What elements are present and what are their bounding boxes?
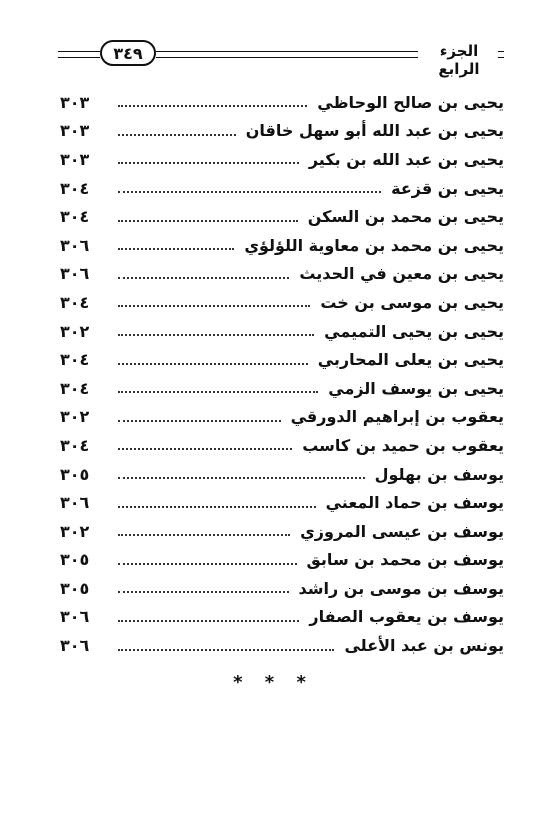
entry-name: يحيى بن يحيى التميمي xyxy=(324,321,504,341)
entry-page: ٣٠٦ xyxy=(60,607,90,627)
index-entry xyxy=(60,631,504,660)
page-header xyxy=(58,40,504,78)
dot-leader xyxy=(118,248,234,250)
entry-page: ٣٠٦ xyxy=(60,235,90,255)
entry-page: ٣٠٤ xyxy=(60,207,90,227)
index-entry xyxy=(60,374,504,403)
entry-name: يوسف بن يعقوب الصفار xyxy=(309,607,504,627)
index-entry xyxy=(60,488,504,517)
index-entry xyxy=(60,546,504,575)
entry-name: يونس بن عبد الأعلى xyxy=(344,636,504,656)
entry-name: يحيى بن موسى بن خت xyxy=(320,292,504,312)
dot-leader xyxy=(118,134,236,136)
entry-page: ٣٠٤ xyxy=(60,435,90,455)
entry-page: ٣٠٥ xyxy=(60,464,90,484)
index-entry xyxy=(60,403,504,432)
dot-leader xyxy=(118,277,289,279)
index-entry xyxy=(60,431,504,460)
index-entry xyxy=(60,174,504,203)
dot-leader xyxy=(118,305,310,307)
dot-leader xyxy=(118,191,381,193)
dot-leader xyxy=(118,363,308,365)
entry-page: ٣٠٣ xyxy=(60,121,90,141)
index-entry xyxy=(60,88,504,117)
entry-name: يحيى بن قزعة xyxy=(391,178,504,198)
entry-name: يحيى بن محمد بن معاوية اللؤلؤي xyxy=(244,235,504,255)
entry-page: ٣٠٢ xyxy=(60,407,90,427)
index-entry xyxy=(60,202,504,231)
index-entry xyxy=(60,460,504,489)
entry-name: يحيى بن عبد الله بن بكير xyxy=(308,149,504,169)
index-entry xyxy=(60,345,504,374)
entry-page: ٣٠٥ xyxy=(60,578,90,598)
entry-page: ٣٠٦ xyxy=(60,636,90,656)
index-entry xyxy=(60,145,504,174)
entry-page: ٣٠٢ xyxy=(60,321,90,341)
index-entry xyxy=(60,117,504,146)
entry-page: ٣٠٤ xyxy=(60,350,90,370)
index-entry xyxy=(60,603,504,632)
dot-leader xyxy=(118,105,307,107)
entry-name: يحيى بن معين في الحديث xyxy=(299,264,504,284)
entry-name: يحيى بن صالح الوحاظي xyxy=(317,92,504,112)
index-entry xyxy=(60,317,504,346)
entry-name: يوسف بن محمد بن سابق xyxy=(306,550,504,570)
dot-leader xyxy=(118,162,299,164)
header-rule-middle xyxy=(156,51,418,58)
entry-page: ٣٠٥ xyxy=(60,550,90,570)
entry-name: يحيى بن يوسف الزمي xyxy=(328,378,504,398)
index-list xyxy=(60,88,504,660)
dot-leader xyxy=(118,220,298,222)
index-entry xyxy=(60,574,504,603)
dot-leader xyxy=(118,563,297,565)
entry-page: ٣٠٤ xyxy=(60,378,90,398)
entry-name: يعقوب بن إبراهيم الدورقي xyxy=(290,407,504,427)
entry-name: يوسف بن عيسى المروزي xyxy=(300,521,504,541)
entry-name: يوسف بن بهلول xyxy=(374,464,504,484)
entry-name: يحيى بن محمد بن السكن xyxy=(307,207,504,227)
entry-name: يوسف بن موسى بن راشد xyxy=(298,578,504,598)
entry-name: يوسف بن حماد المعني xyxy=(325,493,504,513)
dot-leader xyxy=(118,334,314,336)
entry-page: ٣٠٤ xyxy=(60,178,90,198)
index-entry xyxy=(60,260,504,289)
index-entry xyxy=(60,288,504,317)
end-asterisks: * * * xyxy=(233,672,314,693)
entry-page: ٣٠٦ xyxy=(60,264,90,284)
dot-leader xyxy=(118,534,290,536)
dot-leader xyxy=(118,477,365,479)
header-rule-right xyxy=(498,51,504,58)
dot-leader xyxy=(118,448,292,450)
dot-leader xyxy=(118,620,299,622)
entry-page: ٣٠٦ xyxy=(60,493,90,513)
index-entry xyxy=(60,517,504,546)
entry-name: يعقوب بن حميد بن كاسب xyxy=(302,435,504,455)
entry-page: ٣٠٢ xyxy=(60,521,90,541)
index-entry xyxy=(60,231,504,260)
dot-leader xyxy=(118,391,318,393)
dot-leader xyxy=(118,420,281,422)
dot-leader xyxy=(118,591,289,593)
dot-leader xyxy=(118,506,316,508)
entry-name: يحيى بن يعلى المحاربي xyxy=(317,350,504,370)
page-number: ٣٤٩ xyxy=(100,40,156,66)
entry-page: ٣٠٤ xyxy=(60,292,90,312)
dot-leader xyxy=(118,649,334,651)
entry-name: يحيى بن عبد الله أبو سهل خاقان xyxy=(245,121,504,141)
entry-page: ٣٠٣ xyxy=(60,92,90,112)
running-title: الجزء الرابع xyxy=(438,42,480,78)
header-rule-left xyxy=(58,51,100,58)
entry-page: ٣٠٣ xyxy=(60,149,90,169)
